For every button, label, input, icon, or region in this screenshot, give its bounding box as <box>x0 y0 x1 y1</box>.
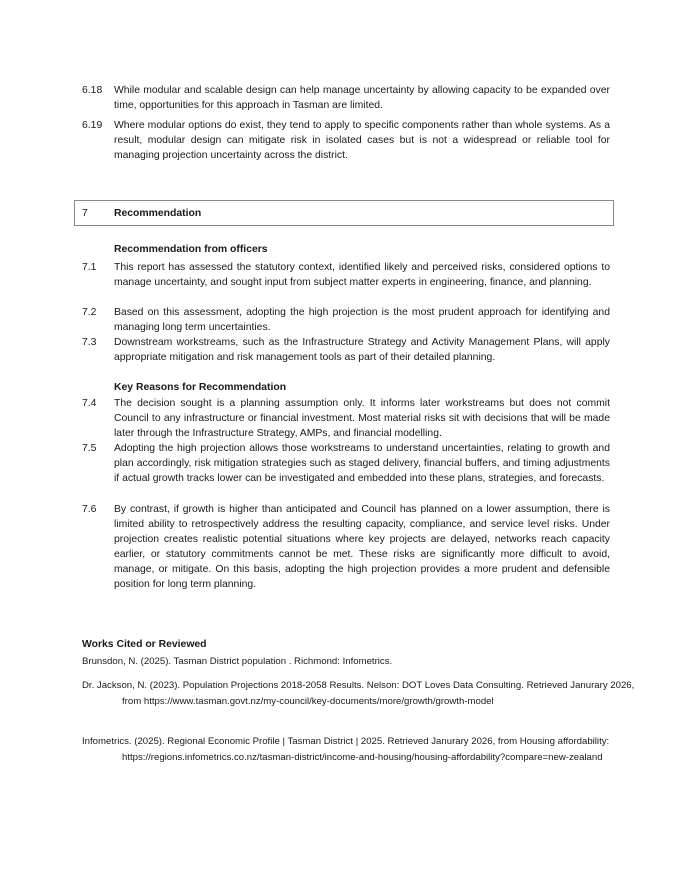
paragraph-6-19 <box>82 118 610 163</box>
paragraph-text: While modular and scalable design can help manage uncertainty by allowing capacity to be expanded over time, opportunities for this approach in Tasman are limited. <box>114 85 610 111</box>
paragraph-number: 7.4 <box>82 398 97 409</box>
paragraph-number: 6.18 <box>82 85 103 96</box>
section-heading-box <box>74 200 614 226</box>
paragraph-7-5 <box>82 441 610 486</box>
paragraph-7-2 <box>82 305 610 335</box>
citation-3: Infometrics. (2025). Regional Economic Profile | Tasman District | 2025. Retrieved Janurary 2026, from Housing affordability: https://regions.infometrics.co.nz/tasman-district/income-and-housing/housing-affordability?compare=new-zealand <box>82 736 610 763</box>
section-number: 7 <box>82 207 88 219</box>
paragraph-number: 6.19 <box>82 120 103 131</box>
paragraph-6-18 <box>82 83 610 113</box>
paragraph-text: Based on this assessment, adopting the high projection is the most prudent approach for identifying and managing long term uncertainties. <box>114 307 610 333</box>
paragraph-7-1 <box>82 260 610 290</box>
paragraph-text: Downstream workstreams, such as the Infrastructure Strategy and Activity Management Plans, will apply appropriate mitigation and risk management tools as part of their detailed planning. <box>114 337 610 363</box>
paragraph-text: By contrast, if growth is higher than anticipated and Council has planned on a lower assumption, there is limited ability to retrospectively address the resulting capacity, compliance, and service level risks. Under projection creates realistic potential situations where key projects are delayed, networks reach capacity earlier, or statutory commitments cannot be met. These risks are significantly more difficult to avoid, manage, or mitigate. On this basis, adopting the high projection provides a more prudent and defensible position for long term planning. <box>114 504 610 590</box>
paragraph-text: The decision sought is a planning assumption only. It informs later workstreams but does not commit Council to any infrastructure or financial investment. Most material risks sit with decisions that will be made later through the Infrastructure Strategy, AMPs, and financial modelling. <box>114 398 610 439</box>
paragraph-number: 7.6 <box>82 504 97 515</box>
paragraph-7-6 <box>82 502 610 592</box>
paragraph-7-4 <box>82 396 610 441</box>
paragraph-7-3 <box>82 335 610 365</box>
works-cited-heading: Works Cited or Reviewed <box>82 639 207 650</box>
subheading-key-reasons: Key Reasons for Recommendation <box>114 382 287 393</box>
section-title: Recommendation <box>114 207 202 219</box>
citation-2: Dr. Jackson, N. (2023). Population Projections 2018-2058 Results. Nelson: DOT Loves Data Consulting. Retrieved Janurary 2026, from https://www.tasman.govt.nz/my-council/key-documents/more/growth/growth-model <box>82 680 635 707</box>
paragraph-text: This report has assessed the statutory context, identified likely and perceived risks, considered options to manage uncertainty, and sought input from subject matter experts in engineering, finance, and planning. <box>114 262 610 288</box>
paragraph-number: 7.1 <box>82 262 97 273</box>
paragraph-text: Where modular options do exist, they tend to apply to specific components rather than whole systems. As a result, modular design can mitigate risk in isolated cases but is not a widespread or reliable tool for managing projection uncertainty across the district. <box>114 120 610 161</box>
paragraph-text: Adopting the high projection allows those workstreams to understand uncertainties, relating to growth and plan accordingly, risk mitigation strategies such as staged delivery, financial buffers, and timing adjustments if actual growth tracks lower can be investigated and embedded into these plans, strategies, and forecasts. <box>114 443 610 484</box>
paragraph-number: 7.5 <box>82 443 97 454</box>
paragraph-number: 7.2 <box>82 307 97 318</box>
paragraph-number: 7.3 <box>82 337 97 348</box>
citation-1: Brunsdon, N. (2025). Tasman District population . Richmond: Infometrics. <box>82 656 393 667</box>
subheading-recommendation-from-officers: Recommendation from officers <box>114 244 268 255</box>
